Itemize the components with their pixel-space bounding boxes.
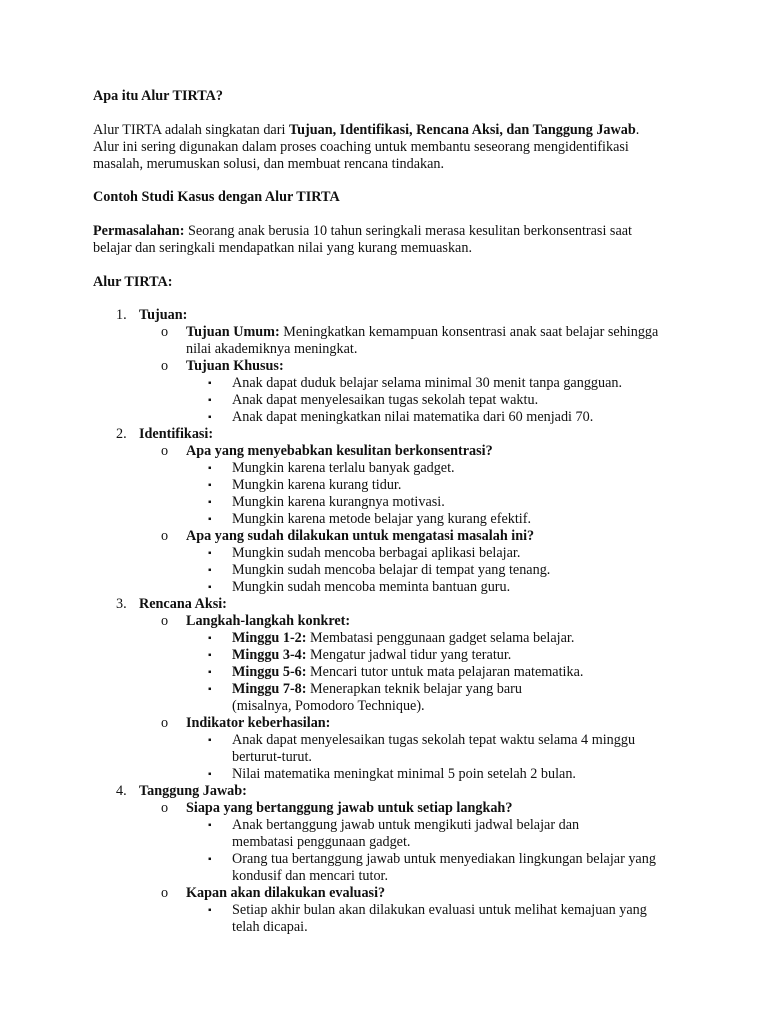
bullet-item [139,477,683,494]
tirta-steps-list [93,307,683,936]
bullet-item [139,579,683,596]
sub-marker: o [161,800,169,816]
intro-paragraph [93,122,663,173]
step-tanggung-jawab [93,783,683,936]
sub-label: Tujuan Khusus: [186,358,284,374]
step-title: Tujuan: [139,307,188,323]
bullet-text: Anak dapat meningkatkan nilai matematika dari 60 menjadi 70. [232,409,594,425]
bullet-marker: ▪ [208,633,212,644]
sub-label: Indikator keberhasilan: [186,715,331,731]
step-rencana-aksi [93,596,683,783]
bullet-marker: ▪ [208,480,212,491]
sub-label: Kapan akan dilakukan evaluasi? [186,885,386,901]
bullet-text: Menerapkan teknik belajar yang baru (misalnya, Pomodoro Technique). [232,681,522,714]
step-number: 1. [116,307,127,323]
sub-marker: o [161,885,169,901]
bullet-item [139,647,683,664]
case-study-title: Contoh Studi Kasus dengan Alur TIRTA [93,189,340,205]
bullet-item [139,460,683,477]
bullet-text: Mencari tutor untuk mata pelajaran matematika. [306,664,584,680]
page-title: Apa itu Alur TIRTA? [93,88,223,104]
bullet-text: Mungkin sudah mencoba meminta bantuan guru. [232,579,511,595]
bullet-item [139,766,683,783]
step-tujuan [93,307,683,426]
bullet-text: Anak dapat duduk belajar selama minimal 30 menit tanpa gangguan. [232,375,623,391]
bullet-marker: ▪ [208,854,212,865]
bullet-marker: ▪ [208,395,212,406]
bullet-label: Minggu 7-8: [232,681,307,697]
sub-marker: o [161,528,169,544]
sub-list [139,324,683,375]
bullet-item [139,851,683,885]
bullet-marker: ▪ [208,905,212,916]
sub-marker: o [161,613,169,629]
step-number: 3. [116,596,127,612]
flow-title: Alur TIRTA: [93,274,173,290]
bullet-text: Mungkin sudah mencoba belajar di tempat yang tenang. [232,562,551,578]
intro-text-pre: Alur TIRTA adalah singkatan dari [93,122,289,138]
step-number: 4. [116,783,127,799]
bullet-text: Mungkin karena metode belajar yang kurang efektif. [232,511,532,527]
bullet-item [139,511,683,528]
bullet-marker: ▪ [208,684,212,695]
sub-marker: o [161,443,169,459]
bullet-marker: ▪ [208,582,212,593]
sub-label: Apa yang menyebabkan kesulitan berkonsentrasi? [186,443,493,459]
bullet-label: Minggu 3-4: [232,647,307,663]
bullet-item [139,392,683,409]
bullet-item [139,902,683,936]
intro-text-post: . Alur ini sering digunakan dalam proses coaching untuk membantu seseorang mengidentifikasi masalah, merumuskan solusi, dan membuat rencana tindakan. [93,122,640,172]
sub-item [139,443,683,460]
sub-item [139,528,683,545]
bullet-marker: ▪ [208,514,212,525]
bullet-text: Anak dapat menyelesaikan tugas sekolah tepat waktu selama 4 minggu berturut-turut. [232,732,636,765]
step-number: 2. [116,426,127,442]
sub-item [139,324,683,358]
bullet-marker: ▪ [208,820,212,831]
bullet-list [139,375,683,426]
sub-marker: o [161,715,169,731]
sub-item [139,613,683,630]
bullet-marker: ▪ [208,667,212,678]
bullet-item [139,681,683,715]
bullet-marker: ▪ [208,735,212,746]
step-title: Tanggung Jawab: [139,783,247,799]
bullet-label: Minggu 5-6: [232,664,307,680]
bullet-text: Membatasi penggunaan gadget selama belajar. [306,630,575,646]
bullet-text: Mengatur jadwal tidur yang teratur. [306,647,512,663]
sub-marker: o [161,324,169,340]
bullet-item [139,664,683,681]
bullet-marker: ▪ [208,412,212,423]
problem-text: Seorang anak berusia 10 tahun seringkali merasa kesulitan berkonsentrasi saat belajar dan seringkali mendapatkan nilai yang kurang memuaskan. [93,223,632,256]
sub-label: Tujuan Umum: [186,324,280,340]
bullet-item [139,409,683,426]
bullet-text: Mungkin sudah mencoba berbagai aplikasi belajar. [232,545,521,561]
bullet-item [139,732,683,766]
bullet-item [139,545,683,562]
bullet-marker: ▪ [208,463,212,474]
sub-label: Langkah-langkah konkret: [186,613,351,629]
bullet-marker: ▪ [208,565,212,576]
bullet-text: Orang tua bertanggung jawab untuk menyediakan lingkungan belajar yang kondusif dan mencari tutor. [232,851,656,884]
sub-label: Apa yang sudah dilakukan untuk mengatasi masalah ini? [186,528,535,544]
problem-label: Permasalahan: [93,223,185,239]
bullet-text: Nilai matematika meningkat minimal 5 poin setelah 2 bulan. [232,766,576,782]
bullet-marker: ▪ [208,769,212,780]
bullet-text: Setiap akhir bulan akan dilakukan evaluasi untuk melihat kemajuan yang telah dicapai. [232,902,647,935]
bullet-marker: ▪ [208,650,212,661]
sub-text: Meningkatkan kemampuan konsentrasi anak saat belajar sehingga nilai akademiknya meningkat. [186,324,659,357]
step-title: Rencana Aksi: [139,596,227,612]
bullet-text: Mungkin karena kurangnya motivasi. [232,494,445,510]
intro-text-bold: Tujuan, Identifikasi, Rencana Aksi, dan Tanggung Jawab [288,122,636,138]
bullet-text: Mungkin karena kurang tidur. [232,477,402,493]
bullet-label: Minggu 1-2: [232,630,307,646]
bullet-marker: ▪ [208,497,212,508]
sub-item [139,800,683,817]
bullet-marker: ▪ [208,378,212,389]
bullet-item [139,630,683,647]
sub-label: Siapa yang bertanggung jawab untuk setiap langkah? [186,800,513,816]
sub-item [139,885,683,902]
bullet-text: Anak dapat menyelesaikan tugas sekolah tepat waktu. [232,392,539,408]
sub-item [139,358,683,375]
step-identifikasi [93,426,683,596]
sub-marker: o [161,358,169,374]
bullet-item [139,375,683,392]
step-title: Identifikasi: [139,426,214,442]
sub-item [139,715,683,732]
bullet-marker: ▪ [208,548,212,559]
problem-paragraph [93,223,663,257]
bullet-item [139,562,683,579]
bullet-text: Anak bertanggung jawab untuk mengikuti jadwal belajar dan membatasi penggunaan gadget. [232,817,580,850]
bullet-text: Mungkin karena terlalu banyak gadget. [232,460,455,476]
bullet-item [139,494,683,511]
bullet-item [139,817,683,851]
